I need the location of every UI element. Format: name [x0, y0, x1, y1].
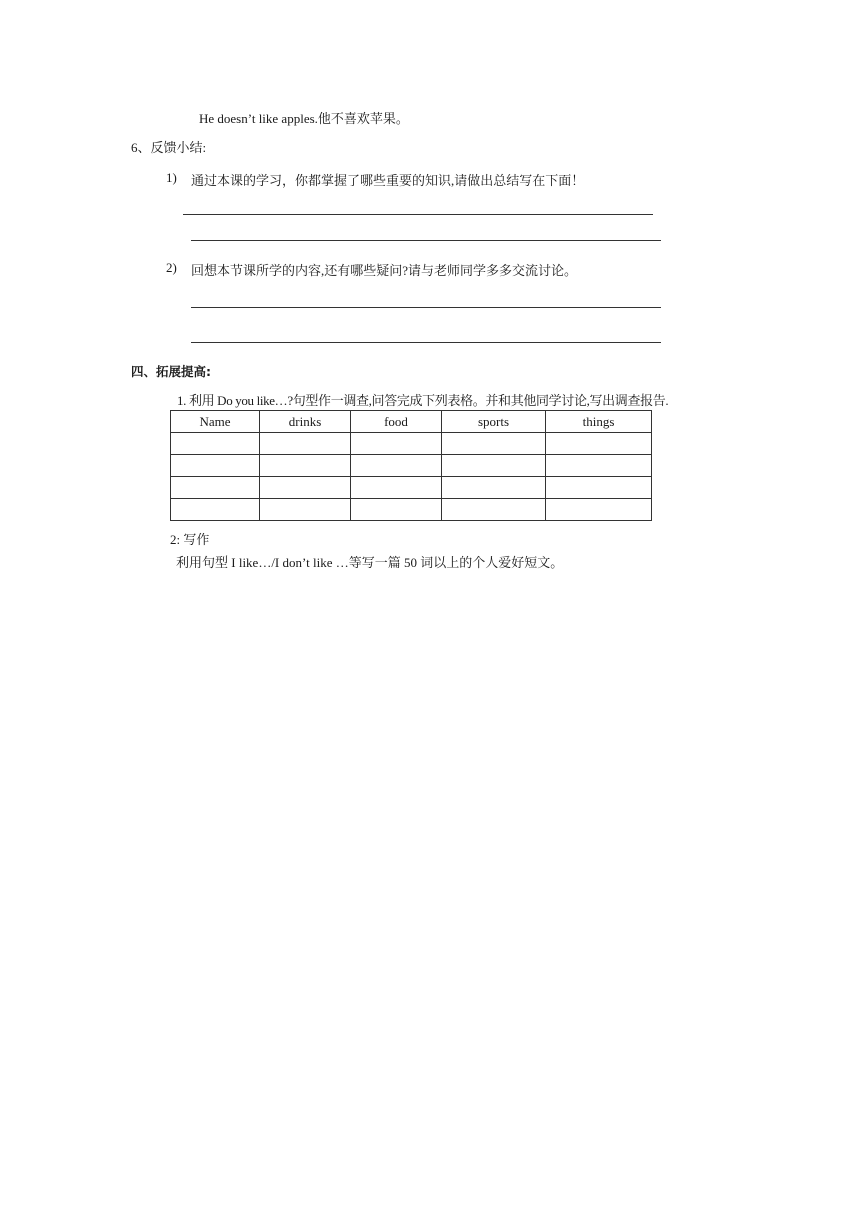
table-row	[171, 499, 652, 521]
example-sentence: He doesn’t like apples.他不喜欢苹果。	[199, 111, 409, 126]
table-cell[interactable]	[546, 433, 652, 455]
question-1-text: 通过本课的学习，你都掌握了哪些重要的知识,请做出总结写在下面！	[191, 173, 585, 188]
question-2-text: 回想本节课所学的内容,还有哪些疑问?请与老师同学多多交流讨论。	[191, 263, 578, 278]
writing-task-text: 利用句型 I like…/I don’t like …等写一篇 50 词以上的个人爱好短文。	[176, 555, 564, 570]
table-cell[interactable]	[171, 433, 260, 455]
answer-line[interactable]	[191, 307, 661, 308]
survey-table	[170, 410, 652, 521]
table-cell[interactable]	[171, 499, 260, 521]
table-cell[interactable]	[260, 499, 351, 521]
question-2-number: 2)	[166, 260, 177, 275]
table-cell[interactable]	[351, 477, 442, 499]
table-row	[171, 477, 652, 499]
header-food: food	[351, 411, 442, 433]
table-cell[interactable]	[546, 477, 652, 499]
table-cell[interactable]	[260, 455, 351, 477]
table-cell[interactable]	[442, 477, 546, 499]
table-header-row	[171, 411, 652, 433]
header-things: things	[546, 411, 652, 433]
header-name: Name	[171, 411, 260, 433]
table-cell[interactable]	[171, 455, 260, 477]
survey-task-text: 1. 利用 Do you like…?句型作一调查,问答完成下列表格。并和其他同学讨论,写出调查报告.	[177, 393, 669, 408]
answer-line[interactable]	[191, 342, 661, 343]
table-row	[171, 455, 652, 477]
table-cell[interactable]	[546, 499, 652, 521]
header-sports: sports	[442, 411, 546, 433]
table-cell[interactable]	[351, 455, 442, 477]
answer-line[interactable]	[183, 214, 653, 215]
writing-task-title: 2: 写作	[170, 532, 210, 547]
table-cell[interactable]	[260, 433, 351, 455]
table-cell[interactable]	[442, 455, 546, 477]
header-drinks: drinks	[260, 411, 351, 433]
table-cell[interactable]	[442, 433, 546, 455]
table-cell[interactable]	[546, 455, 652, 477]
table-row	[171, 433, 652, 455]
section-6-title: 6、反馈小结:	[131, 140, 207, 155]
table-cell[interactable]	[442, 499, 546, 521]
table-cell[interactable]	[351, 499, 442, 521]
table-cell[interactable]	[171, 477, 260, 499]
question-1-number: 1)	[166, 170, 177, 185]
table-cell[interactable]	[260, 477, 351, 499]
answer-line[interactable]	[191, 240, 661, 241]
section-4-title: 四、拓展提高:	[131, 364, 211, 379]
table-cell[interactable]	[351, 433, 442, 455]
